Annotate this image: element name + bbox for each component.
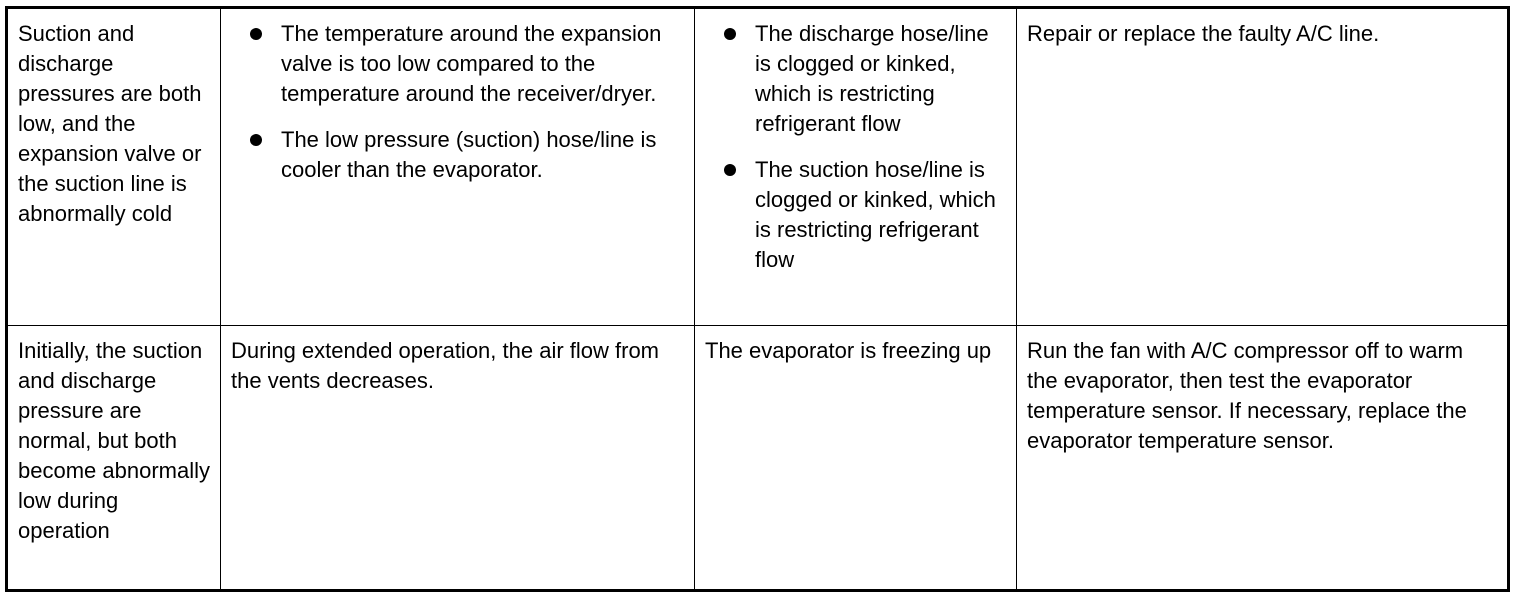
observation-cell: During extended operation, the air flow from the vents decreases. xyxy=(221,326,695,591)
table-row xyxy=(7,326,1509,591)
bullet-icon xyxy=(724,28,736,40)
diagnosis-table xyxy=(5,6,1510,592)
cause-text: The suction hose/line is clogged or kinked, which is restricting refrigerant flow xyxy=(755,157,996,272)
remedy-cell: Run the fan with A/C compressor off to warm the evaporator, then test the evaporator temperature sensor. If necessary, replace the evaporator temperature sensor. xyxy=(1017,326,1509,591)
list-item xyxy=(231,125,684,185)
cause-text: The discharge hose/line is clogged or kinked, which is restricting refrigerant flow xyxy=(755,21,989,136)
list-item xyxy=(231,19,684,109)
remedy-cell: Repair or replace the faulty A/C line. xyxy=(1017,8,1509,326)
list-item xyxy=(705,155,1006,275)
bullet-icon xyxy=(250,28,262,40)
table-row xyxy=(7,8,1509,326)
observation-cell xyxy=(221,8,695,326)
cause-cell: The evaporator is freezing up xyxy=(695,326,1017,591)
symptom-cell: Suction and discharge pressures are both low, and the expansion valve or the suction line is abnormally cold xyxy=(7,8,221,326)
symptom-cell: Initially, the suction and discharge pressure are normal, but both become abnormally low during operation xyxy=(7,326,221,591)
observation-text: The low pressure (suction) hose/line is cooler than the evaporator. xyxy=(281,127,657,182)
bullet-icon xyxy=(724,164,736,176)
observation-list xyxy=(231,19,684,185)
list-item xyxy=(705,19,1006,139)
cause-list xyxy=(705,19,1006,275)
observation-text: The temperature around the expansion valve is too low compared to the temperature around the receiver/dryer. xyxy=(281,21,662,106)
bullet-icon xyxy=(250,134,262,146)
cause-cell xyxy=(695,8,1017,326)
